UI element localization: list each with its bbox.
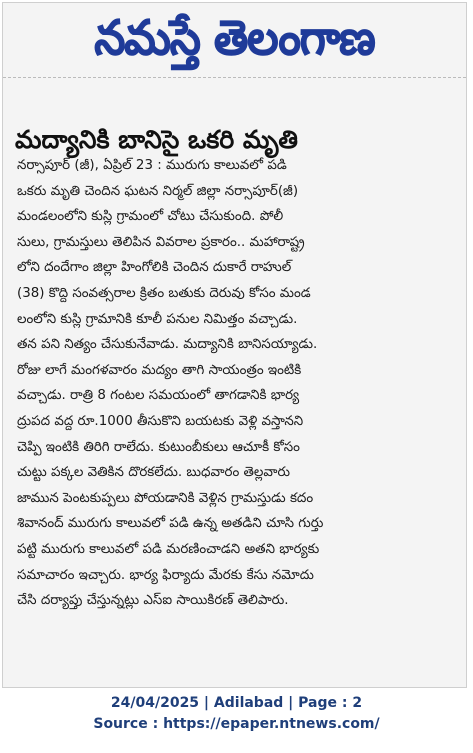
article-line: ద్రుపద వద్ద రూ.1000 తీసుకొని బయటకు వెళ్లి వస్తానని <box>17 413 304 429</box>
article-line: చెప్పి ఇంటికి తిరిగి రాలేదు. కుటుంబీకులు ఆచూకీ కోసం <box>17 439 300 455</box>
edition-info: 24/04/2025 | Adilabad | Page : 2 <box>110 695 363 711</box>
article-body <box>17 153 457 614</box>
source-url: Source : https://epaper.ntnews.com/ <box>93 716 380 732</box>
article-line: లోని దందేగాం జిల్లా హింగోలికి చెందిన దుకారే రాహుల్ <box>17 260 292 276</box>
article-line: పట్టి మురుగు కాలువలో పడి మరణించాడని అతని భార్యకు <box>17 541 320 557</box>
article-line: ఒకరు మృతి చెందిన ఘటన నిర్మల్ జిల్లా నర్సాపూర్(జీ) <box>17 183 299 199</box>
article-line: వచ్చాడు. రాత్రి 8 గంటల సమయంలో తాగడానికి భార్య <box>17 388 300 404</box>
article-line: తన పని నిత్యం చేసుకునేవాడు. మద్యానికి బానిసయ్యాడు. <box>17 337 318 353</box>
article-line: సమాచారం ఇచ్చారు. భార్య ఫిర్యాదు మేరకు కేసు నమోదు <box>17 567 314 583</box>
masthead-divider <box>3 77 466 78</box>
article-line: (38) కొద్ది సంవత్సరాల క్రితం బతుకు దెరువు కోసం మండ <box>17 285 311 301</box>
newspaper-clipping <box>2 2 467 688</box>
article-line: సులు, గ్రామస్తులు తెలిపిన వివరాల ప్రకారం.. మహారాష్ట్ర <box>17 234 305 250</box>
article-line: నర్సాపూర్ (జీ), ఏప్రిల్ 23 : మురుగు కాలువలో పడి <box>17 158 287 173</box>
newspaper-masthead: నమస్తే తెలంగాణ <box>94 10 375 67</box>
article-line: శివానంద్ మురుగు కాలువలో పడి ఉన్న అతడిని చూసి గుర్తు <box>17 516 324 532</box>
article-line: రోజు లాగే మంగళవారం మద్యం తాగి సాయంత్రం ఇంటికి <box>17 362 302 378</box>
article-line: జామున పెంటకుప్పలు పోయడానికి వెళ్లిన గ్రామస్తుడు కదం <box>17 490 314 506</box>
article-line: చుట్టు పక్కల వెతికిన దొరకలేదు. బుధవారం తెల్లవారు <box>17 465 291 481</box>
article-headline: మద్యానికి బానిసై ఒకరి మృతి <box>15 125 298 154</box>
article-line: చేసి దర్యాప్తు చేస్తున్నట్లు ఎస్ఐ సాయికిరణ్ తెలిపారు. <box>17 593 289 609</box>
article-line: మండలంలోని కుస్లి గ్రామంలో చోటు చేసుకుంది. పోలీ <box>17 209 284 225</box>
article-line: లంలోని కుస్లి గ్రామానికి కూలీ పనుల నిమిత్తం వచ్చాడు. <box>17 311 298 327</box>
